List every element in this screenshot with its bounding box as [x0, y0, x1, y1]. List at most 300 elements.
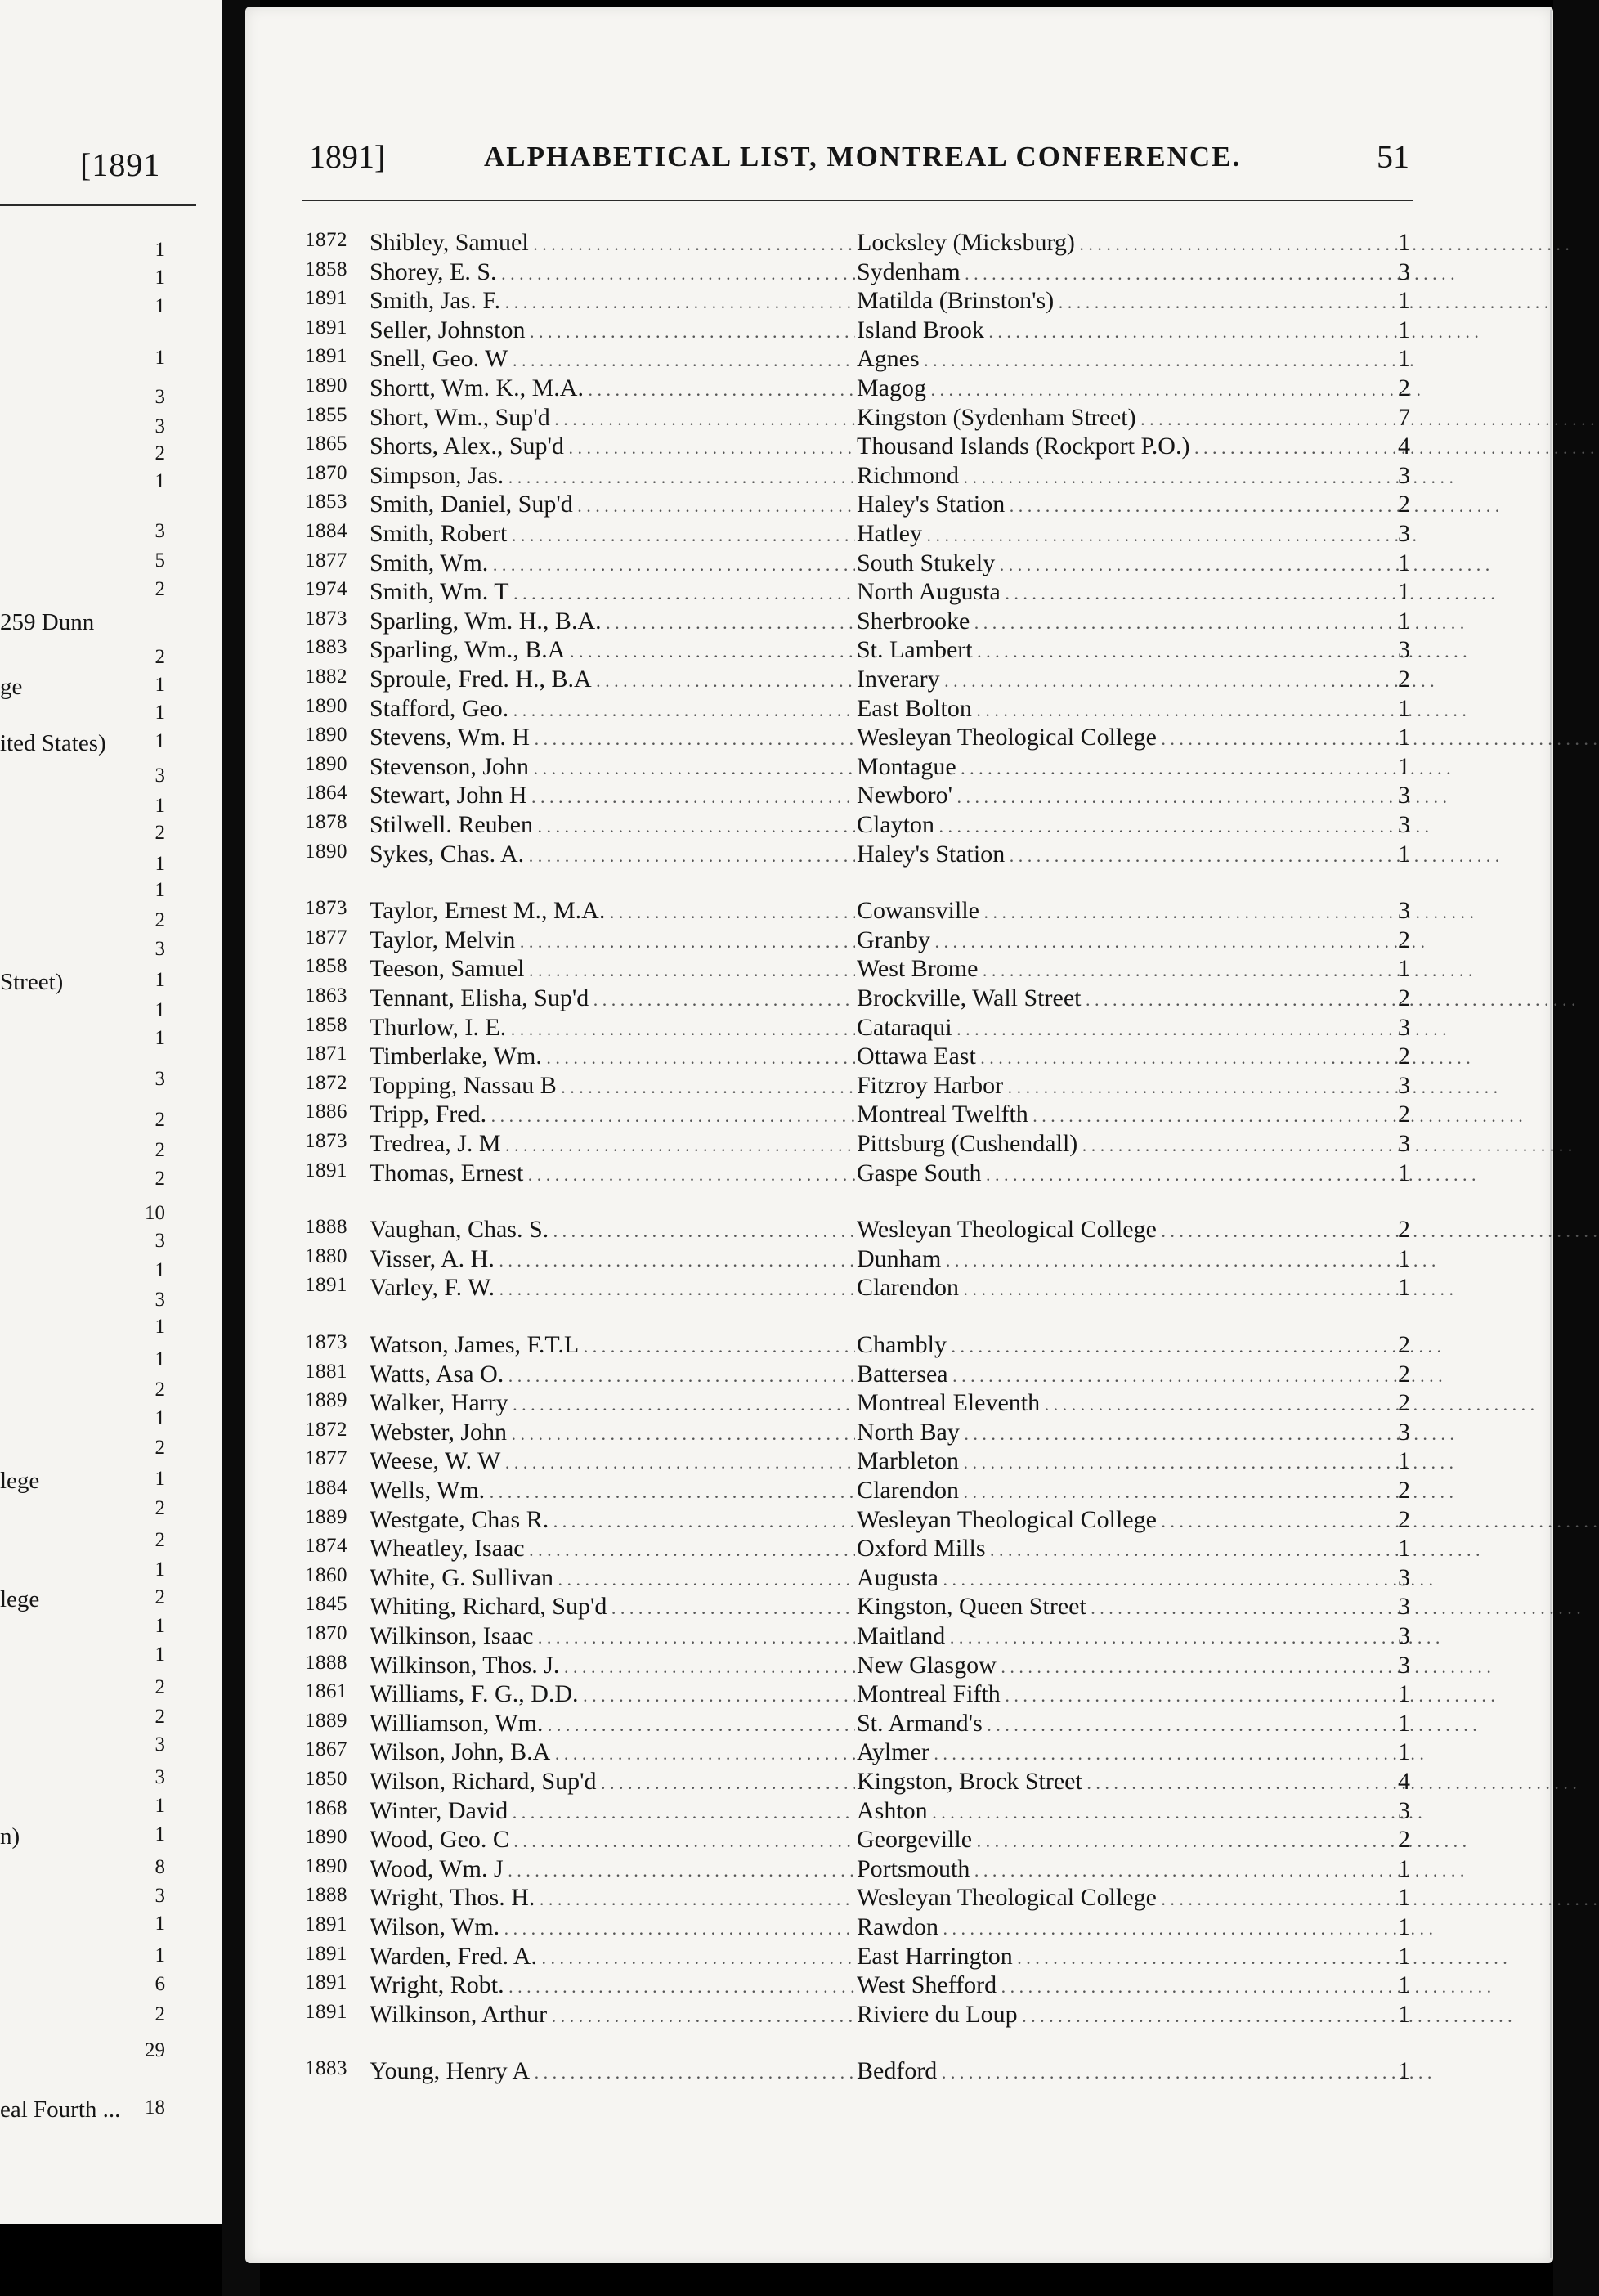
- entry-years: 2: [1398, 374, 1410, 401]
- left-fragment-row: [0, 795, 196, 824]
- entry-row: [302, 1564, 1414, 1592]
- entry-station: South Stukely . . .: [857, 549, 1599, 577]
- left-fragment-row: [0, 1823, 196, 1853]
- left-fragment-number: 2: [155, 1586, 165, 1608]
- entry-name: Wright, Thos. H. . . .: [370, 1884, 855, 1912]
- entry-years: 3: [1398, 258, 1410, 285]
- entry-station: Haley's Station . . .: [857, 491, 1599, 518]
- entry-year: 1855: [305, 404, 347, 426]
- entry-years: 1: [1398, 1447, 1410, 1474]
- entry-name: Stewart, John H . . .: [370, 782, 855, 809]
- entry-name: Stilwell. Reuben . . .: [370, 811, 855, 839]
- entry-station: Sherbrooke . . .: [857, 608, 1599, 635]
- left-fragment-number: 3: [155, 1885, 165, 1907]
- entry-row: [302, 404, 1414, 432]
- left-fragment-row: [0, 1913, 196, 1942]
- entry-station: Clayton . . .: [857, 811, 1599, 839]
- left-fragment-row: [0, 1202, 196, 1231]
- entry-station: Matilda (Brinston's) . . .: [857, 287, 1599, 315]
- entry-name: Short, Wm., Sup'd . . .: [370, 404, 855, 432]
- entry-row: [302, 636, 1414, 664]
- entry-years: 1: [1398, 1535, 1410, 1562]
- entry-year: 1891: [305, 1913, 347, 1935]
- entry-station: Clarendon . . .: [857, 1274, 1599, 1302]
- entry-year: 1872: [305, 1072, 347, 1094]
- left-fragment-number: 2: [155, 1109, 165, 1131]
- entry-year: 1871: [305, 1043, 347, 1065]
- entry-name: Wilson, Richard, Sup'd . . .: [370, 1768, 855, 1796]
- entry-name: Wilkinson, Isaac . . .: [370, 1622, 855, 1650]
- left-fragment-number: 1: [155, 1644, 165, 1666]
- entry-name: Wilson, Wm. . . .: [370, 1913, 855, 1941]
- left-fragment-number: 1: [155, 1027, 165, 1049]
- left-fragment-row: [0, 1497, 196, 1527]
- entry-years: 4: [1398, 433, 1410, 460]
- entry-year: 1891: [305, 345, 347, 367]
- left-fragment-row: [0, 609, 196, 639]
- entry-row: [302, 1535, 1414, 1563]
- left-fragment-row: [0, 1468, 196, 1497]
- entry-station: St. Lambert . . .: [857, 636, 1599, 664]
- left-fragment-row: [0, 295, 196, 325]
- entry-name: Winter, David . . .: [370, 1797, 855, 1825]
- entry-name: Shorey, E. S. . . .: [370, 258, 855, 286]
- entry-name: Wells, Wm. . . .: [370, 1477, 855, 1505]
- entry-row: [302, 1855, 1414, 1883]
- left-fragment-row: [0, 347, 196, 376]
- entry-row: [302, 1913, 1414, 1941]
- entry-name: Smith, Robert . . .: [370, 520, 855, 548]
- entry-years: 1: [1398, 955, 1410, 982]
- entry-name: Sykes, Chas. A. . . .: [370, 841, 855, 868]
- entry-year: 1874: [305, 1535, 347, 1557]
- left-fragment-number: 3: [155, 1289, 165, 1311]
- entry-station: Cowansville . . .: [857, 897, 1599, 925]
- entry-row: [302, 1477, 1414, 1505]
- entry-years: 4: [1398, 1768, 1410, 1795]
- left-fragment-row: [0, 674, 196, 703]
- left-fragment-text: ited States): [0, 730, 106, 756]
- entry-row: [302, 1361, 1414, 1388]
- entry-station: North Bay . . .: [857, 1419, 1599, 1446]
- left-fragment-row: [0, 578, 196, 608]
- entry-years: 3: [1398, 520, 1410, 547]
- entry-row: [302, 955, 1414, 983]
- left-fragment-row: [0, 520, 196, 549]
- left-fragment-row: [0, 879, 196, 908]
- entry-station: Ashton . . .: [857, 1797, 1599, 1825]
- entry-years: 1: [1398, 316, 1410, 343]
- entry-row: [302, 1622, 1414, 1650]
- left-fragment-number: 1: [155, 879, 165, 901]
- entry-station: Clarendon . . .: [857, 1477, 1599, 1505]
- entry-station: Bedford . . .: [857, 2057, 1599, 2085]
- entry-years: 3: [1398, 897, 1410, 924]
- entry-name: Visser, A. H. . . .: [370, 1245, 855, 1273]
- entry-row: [302, 316, 1414, 344]
- entry-years: 3: [1398, 1593, 1410, 1620]
- entry-station: Newboro' . . .: [857, 782, 1599, 809]
- entry-name: Tredrea, J. M . . .: [370, 1130, 855, 1158]
- left-fragment-text: ge: [0, 674, 23, 700]
- left-fragment-row: [0, 442, 196, 472]
- entry-row: [302, 984, 1414, 1012]
- left-fragment-number: 3: [155, 765, 165, 787]
- entry-station: Wesleyan Theological College . . .: [857, 724, 1599, 751]
- left-fragment-row: [0, 938, 196, 967]
- entry-year: 1870: [305, 462, 347, 484]
- entry-row: [302, 1072, 1414, 1100]
- entry-row: [302, 1593, 1414, 1621]
- left-fragment-row: [0, 1168, 196, 1197]
- left-fragment-number: 2: [155, 2003, 165, 2025]
- entry-year: 1878: [305, 811, 347, 833]
- entry-year: 1890: [305, 753, 347, 775]
- entry-station: Montreal Twelfth . . .: [857, 1101, 1599, 1128]
- entry-station: Marbleton . . .: [857, 1447, 1599, 1475]
- entry-row: [302, 841, 1414, 868]
- entry-year: 1884: [305, 520, 347, 542]
- left-fragment-number: 6: [155, 1973, 165, 1995]
- left-fragment-number: 2: [155, 1168, 165, 1190]
- entry-station: Battersea . . .: [857, 1361, 1599, 1388]
- left-fragment-row: [0, 1259, 196, 1289]
- left-fragment-number: 2: [155, 1437, 165, 1459]
- entry-station: East Harrington . . .: [857, 1943, 1599, 1971]
- entry-row: [302, 1274, 1414, 1302]
- entry-name: Wilkinson, Arthur . . .: [370, 2001, 855, 2029]
- left-fragment-number: 1: [155, 969, 165, 991]
- entry-name: Watson, James, F.T.L . . .: [370, 1331, 855, 1359]
- left-fragment-row: [0, 853, 196, 882]
- entry-year: 1873: [305, 897, 347, 919]
- entry-station: Dunham . . .: [857, 1245, 1599, 1273]
- left-fragment-number: 1: [155, 347, 165, 369]
- entry-station: Montreal Fifth . . .: [857, 1680, 1599, 1708]
- entry-year: 1886: [305, 1101, 347, 1123]
- left-fragment-number: 1: [155, 1823, 165, 1845]
- entry-years: 3: [1398, 1130, 1410, 1157]
- left-fragment-row: [0, 730, 196, 760]
- left-fragment-number: 1: [155, 674, 165, 696]
- entry-station: Maitland . . .: [857, 1622, 1599, 1650]
- entry-year: 1877: [305, 926, 347, 948]
- entry-station: Rawdon . . .: [857, 1913, 1599, 1941]
- entry-name: Young, Henry A . . .: [370, 2057, 855, 2085]
- entry-year: 1888: [305, 1884, 347, 1906]
- entry-name: Wilson, John, B.A . . .: [370, 1738, 855, 1766]
- left-fragment-number: 1: [155, 1316, 165, 1338]
- entry-row: [302, 1710, 1414, 1738]
- header-year: 1891]: [309, 138, 386, 175]
- left-fragment-number: 1: [155, 1913, 165, 1935]
- entry-years: 3: [1398, 1014, 1410, 1041]
- left-fragment-row: [0, 702, 196, 731]
- entry-years: 3: [1398, 782, 1410, 809]
- entry-year: 1890: [305, 695, 347, 717]
- entry-name: Stafford, Geo. . . .: [370, 695, 855, 723]
- entry-station: Cataraqui . . .: [857, 1014, 1599, 1042]
- entry-name: Seller, Johnston . . .: [370, 316, 855, 344]
- left-fragment-number: 1: [155, 470, 165, 492]
- entry-year: 1891: [305, 316, 347, 339]
- entry-years: 1: [1398, 1159, 1410, 1186]
- left-fragment-number: 18: [145, 2096, 165, 2119]
- left-fragment-row: [0, 1437, 196, 1466]
- left-fragment-row: [0, 1316, 196, 1345]
- entry-name: Shorts, Alex., Sup'd . . .: [370, 433, 855, 460]
- entry-year: 1860: [305, 1564, 347, 1586]
- entry-station: Kingston (Sydenham Street) . . .: [857, 404, 1599, 432]
- page-number: 51: [1377, 138, 1409, 175]
- entry-year: 1889: [305, 1506, 347, 1528]
- entry-years: 1: [1398, 1245, 1410, 1272]
- left-fragment-row: [0, 415, 196, 445]
- entry-name: Wright, Robt. . . .: [370, 1971, 855, 1999]
- entry-years: 3: [1398, 1652, 1410, 1679]
- entry-station: Haley's Station . . .: [857, 841, 1599, 868]
- left-fragment-number: 2: [155, 1379, 165, 1401]
- entry-name: Watts, Asa O. . . .: [370, 1361, 855, 1388]
- entry-row: [302, 753, 1414, 781]
- entry-year: 1861: [305, 1680, 347, 1702]
- entry-year: 1881: [305, 1361, 347, 1383]
- entry-station: Granby . . .: [857, 926, 1599, 954]
- left-fragment-text: n): [0, 1823, 20, 1850]
- left-fragment-row: [0, 1944, 196, 1974]
- left-fragment-row: [0, 1289, 196, 1318]
- entry-years: 7: [1398, 404, 1410, 431]
- entry-year: 1883: [305, 2057, 347, 2079]
- left-fragment-text: lege: [0, 1468, 40, 1494]
- left-fragment-row: [0, 1379, 196, 1408]
- entry-years: 1: [1398, 549, 1410, 576]
- left-fragment-number: 2: [155, 1529, 165, 1551]
- entry-row: [302, 2001, 1414, 2029]
- entry-row: [302, 374, 1414, 402]
- left-fragment-number: 1: [155, 1348, 165, 1370]
- entry-station: St. Armand's . . .: [857, 1710, 1599, 1738]
- entry-name: Sproule, Fred. H., B.A . . .: [370, 666, 855, 693]
- entry-row: [302, 578, 1414, 606]
- entry-station: Magog . . .: [857, 374, 1599, 402]
- entry-station: Portsmouth . . .: [857, 1855, 1599, 1883]
- left-fragment-text: 259 Dunn: [0, 609, 95, 635]
- entry-year: 1880: [305, 1245, 347, 1267]
- entry-year: 1873: [305, 1130, 347, 1152]
- left-fragment-number: 1: [155, 795, 165, 817]
- left-fragment-row: [0, 1706, 196, 1735]
- entry-name: Taylor, Ernest M., M.A. . . .: [370, 897, 855, 925]
- entry-name: Thurlow, I. E. . . .: [370, 1014, 855, 1042]
- entry-row: [302, 1159, 1414, 1187]
- entry-name: Tripp, Fred. . . .: [370, 1101, 855, 1128]
- entry-years: 1: [1398, 1274, 1410, 1301]
- entry-year: 1850: [305, 1768, 347, 1790]
- left-fragment-row: [0, 1139, 196, 1168]
- entry-row: [302, 549, 1414, 577]
- left-fragment-number: 3: [155, 938, 165, 960]
- left-page: [0, 0, 225, 2224]
- entry-name: Smith, Wm. . . .: [370, 549, 855, 577]
- entry-station: Wesleyan Theological College . . .: [857, 1506, 1599, 1534]
- header-rule: [302, 200, 1413, 201]
- entry-years: 1: [1398, 287, 1410, 314]
- left-fragment-number: 1: [155, 1615, 165, 1637]
- left-fragment-row: [0, 1795, 196, 1824]
- entry-name: Wood, Geo. C . . .: [370, 1826, 855, 1854]
- entry-row: [302, 1419, 1414, 1446]
- entry-row: [302, 1245, 1414, 1273]
- left-fragment-number: 2: [155, 442, 165, 464]
- entry-year: 1891: [305, 1274, 347, 1296]
- left-fragment-number: 2: [155, 909, 165, 931]
- entry-station: Ottawa East . . .: [857, 1043, 1599, 1070]
- entry-row: [302, 1216, 1414, 1244]
- entry-row: [302, 1043, 1414, 1070]
- left-fragment-row: [0, 1027, 196, 1056]
- entry-row: [302, 491, 1414, 518]
- left-fragment-number: 1: [155, 1795, 165, 1817]
- entry-year: 1891: [305, 287, 347, 309]
- entry-station: Riviere du Loup . . .: [857, 2001, 1599, 2029]
- left-fragment-row: [0, 822, 196, 851]
- entry-years: 1: [1398, 1738, 1410, 1765]
- entry-year: 1853: [305, 491, 347, 513]
- entry-row: [302, 1506, 1414, 1534]
- entry-years: 2: [1398, 1216, 1410, 1243]
- left-fragment-row: [0, 1109, 196, 1138]
- left-fragment-number: 2: [155, 822, 165, 844]
- left-fragment-row: [0, 267, 196, 296]
- entry-year: 1890: [305, 724, 347, 746]
- left-fragment-row: [0, 1407, 196, 1437]
- entry-row: [302, 1797, 1414, 1825]
- entry-years: 1: [1398, 229, 1410, 256]
- left-fragment-row: [0, 1973, 196, 2002]
- entry-row: [302, 1130, 1414, 1158]
- entry-station: Georgeville . . .: [857, 1826, 1599, 1854]
- entry-station: East Bolton . . .: [857, 695, 1599, 723]
- entry-station: Richmond . . .: [857, 462, 1599, 490]
- entry-year: 1877: [305, 1447, 347, 1469]
- entry-station: Chambly . . .: [857, 1331, 1599, 1359]
- entry-years: 3: [1398, 1622, 1410, 1649]
- entry-years: 1: [1398, 2057, 1410, 2084]
- left-fragment-number: 1: [155, 702, 165, 724]
- entry-years: 2: [1398, 1389, 1410, 1416]
- entry-name: Varley, F. W. . . .: [370, 1274, 855, 1302]
- entry-station: North Augusta . . .: [857, 578, 1599, 606]
- entry-name: Smith, Jas. F. . . .: [370, 287, 855, 315]
- entry-year: 1877: [305, 549, 347, 572]
- entry-years: 3: [1398, 1564, 1410, 1591]
- left-fragment-row: [0, 765, 196, 794]
- entry-year: 1888: [305, 1216, 347, 1238]
- entry-name: Timberlake, Wm. . . .: [370, 1043, 855, 1070]
- entry-name: Stevens, Wm. H . . .: [370, 724, 855, 751]
- entry-year: 1845: [305, 1593, 347, 1615]
- entry-year: 1872: [305, 229, 347, 251]
- entry-year: 1889: [305, 1389, 347, 1411]
- left-fragment-number: 3: [155, 386, 165, 408]
- entry-years: 1: [1398, 1680, 1410, 1707]
- entry-years: 1: [1398, 1913, 1410, 1940]
- entry-row: [302, 666, 1414, 693]
- entry-year: 1884: [305, 1477, 347, 1499]
- entry-years: 1: [1398, 608, 1410, 635]
- left-fragment-row: [0, 1885, 196, 1914]
- left-fragment-number: 1: [155, 295, 165, 317]
- entry-station: Thousand Islands (Rockport P.O.) . . .: [857, 433, 1599, 460]
- left-fragment-row: [0, 909, 196, 939]
- left-page-rule: [0, 204, 196, 206]
- entry-row: [302, 1652, 1414, 1679]
- left-fragment-row: [0, 1558, 196, 1588]
- left-fragment-row: [0, 646, 196, 675]
- entry-name: Topping, Nassau B . . .: [370, 1072, 855, 1100]
- entry-name: Simpson, Jas. . . .: [370, 462, 855, 490]
- left-fragment-row: [0, 2039, 196, 2069]
- entry-years: 1: [1398, 753, 1410, 780]
- entry-name: Shibley, Samuel . . .: [370, 229, 855, 257]
- entry-row: [302, 462, 1414, 490]
- left-fragment-number: 1: [155, 1468, 165, 1490]
- left-fragment-number: 2: [155, 646, 165, 668]
- left-fragment-row: [0, 1615, 196, 1644]
- entry-name: Wheatley, Isaac . . .: [370, 1535, 855, 1563]
- entry-years: 1: [1398, 1884, 1410, 1911]
- entry-years: 3: [1398, 1797, 1410, 1824]
- entry-row: [302, 433, 1414, 460]
- entry-name: Westgate, Chas R. . . .: [370, 1506, 855, 1534]
- entry-name: Sparling, Wm. H., B.A. . . .: [370, 608, 855, 635]
- entry-years: 2: [1398, 984, 1410, 1011]
- left-fragment-number: 3: [155, 1068, 165, 1090]
- entry-station: Wesleyan Theological College . . .: [857, 1216, 1599, 1244]
- left-fragment-row: [0, 470, 196, 500]
- entry-station: Oxford Mills . . .: [857, 1535, 1599, 1563]
- entry-years: 2: [1398, 1331, 1410, 1358]
- entry-year: 1891: [305, 2001, 347, 2023]
- entry-year: 1868: [305, 1797, 347, 1819]
- entry-station: Wesleyan Theological College . . .: [857, 1884, 1599, 1912]
- entry-years: 2: [1398, 926, 1410, 953]
- left-fragment-row: [0, 1068, 196, 1097]
- entry-station: Gaspe South . . .: [857, 1159, 1599, 1187]
- entry-years: 3: [1398, 811, 1410, 838]
- entry-years: 2: [1398, 1043, 1410, 1070]
- page-title: ALPHABETICAL LIST, MONTREAL CONFERENCE.: [484, 141, 1242, 173]
- entry-years: 1: [1398, 2001, 1410, 2028]
- entry-name: Smith, Daniel, Sup'd . . .: [370, 491, 855, 518]
- entry-name: Stevenson, John . . .: [370, 753, 855, 781]
- entry-station: Montague . . .: [857, 753, 1599, 781]
- left-page-year: [1891: [80, 146, 161, 183]
- left-fragment-row: [0, 1676, 196, 1706]
- entry-years: 3: [1398, 462, 1410, 489]
- entry-years: 2: [1398, 1826, 1410, 1853]
- entry-station: Hatley . . .: [857, 520, 1599, 548]
- left-fragment-number: 5: [155, 549, 165, 572]
- left-fragment-number: 1: [155, 1259, 165, 1281]
- entry-name: Whiting, Richard, Sup'd . . .: [370, 1593, 855, 1621]
- entry-years: 3: [1398, 1419, 1410, 1446]
- entry-years: 1: [1398, 841, 1410, 868]
- entry-station: Fitzroy Harbor . . .: [857, 1072, 1599, 1100]
- entry-year: 1890: [305, 841, 347, 863]
- left-fragment-number: 3: [155, 1766, 165, 1788]
